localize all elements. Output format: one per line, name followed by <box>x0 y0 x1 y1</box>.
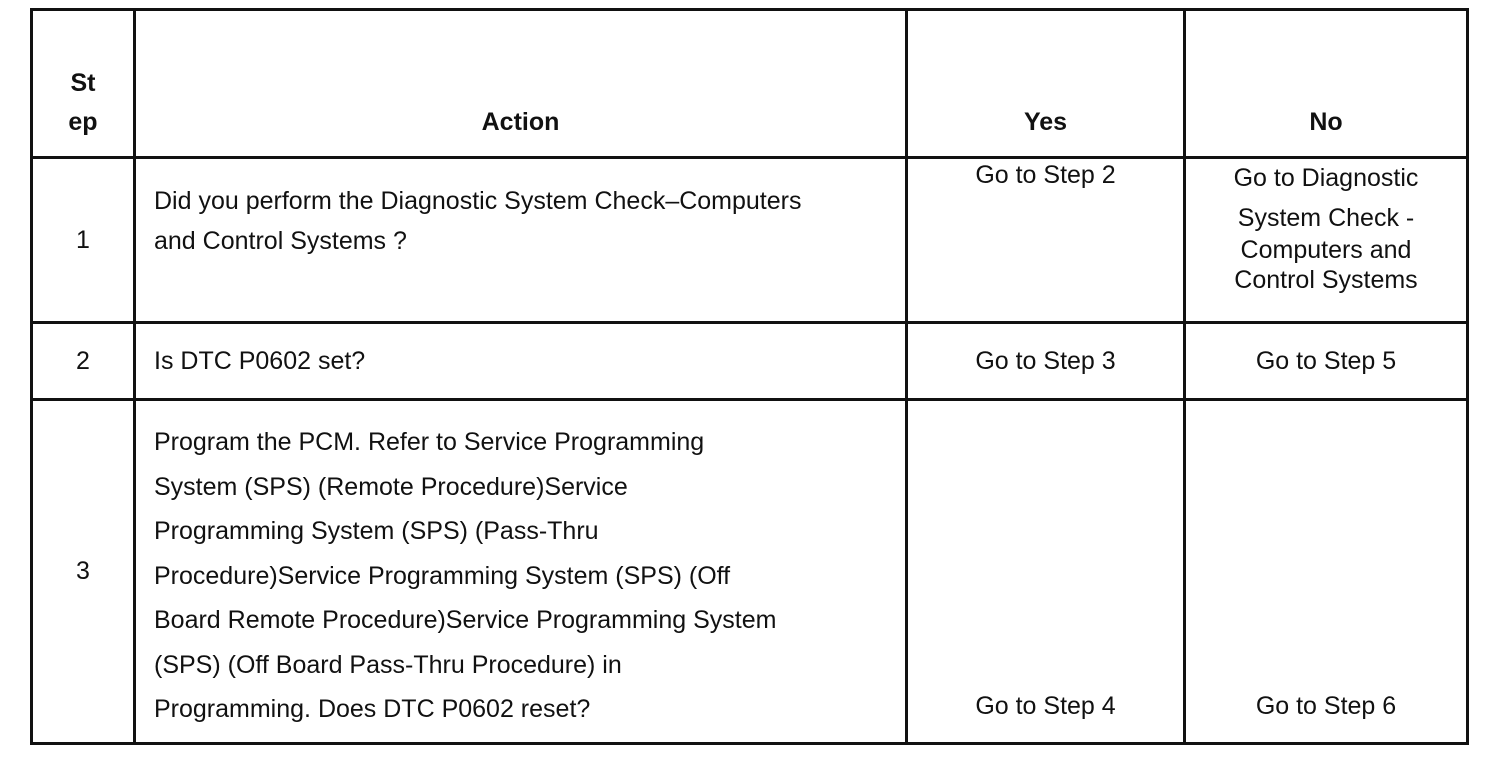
table-row <box>32 323 1468 400</box>
step-number: 1 <box>32 158 135 323</box>
header-step <box>32 10 135 158</box>
no-cell: Go to Step 5 <box>1185 323 1468 400</box>
action-line: Programming System (SPS) (Pass-Thru <box>154 517 599 545</box>
yes-cell: Go to Step 4 <box>907 400 1185 744</box>
no-line: Computers and <box>1240 236 1412 264</box>
action-line: Procedure)Service Programming System (SPS) (Off <box>154 561 731 590</box>
no-cell <box>1185 158 1468 323</box>
action-line: Board Remote Procedure)Service Programming System <box>154 606 777 634</box>
yes-cell: Go to Step 2 <box>907 158 1185 323</box>
no-line: Go to Diagnostic <box>1233 164 1419 192</box>
yes-cell: Go to Step 3 <box>907 323 1185 400</box>
action-cell <box>135 400 907 744</box>
action-line: and Control Systems ? <box>154 227 407 255</box>
table-row <box>32 158 1468 323</box>
header-step-line1: St <box>70 69 96 97</box>
action-line: Program the PCM. Refer to Service Programming <box>154 428 705 456</box>
table-header-row <box>32 10 1468 158</box>
action-cell <box>135 158 907 323</box>
action-line: Is DTC P0602 set? <box>154 347 366 375</box>
action-line: System (SPS) (Remote Procedure)Service <box>154 472 628 501</box>
action-line: Did you perform the Diagnostic System Check–Computers <box>154 187 802 215</box>
action-cell <box>135 323 907 400</box>
header-step-line2: ep <box>68 108 98 136</box>
action-line: Programming. Does DTC P0602 reset? <box>154 695 591 723</box>
step-number: 3 <box>32 400 135 744</box>
no-line: System Check - <box>1237 204 1415 232</box>
no-line: Control Systems <box>1234 266 1418 294</box>
header-action: Action <box>135 10 907 158</box>
header-yes: Yes <box>907 10 1185 158</box>
header-no: No <box>1185 10 1468 158</box>
step-number: 2 <box>32 323 135 400</box>
diagnostic-table <box>30 8 1469 745</box>
no-cell: Go to Step 6 <box>1185 400 1468 744</box>
table-row <box>32 400 1468 744</box>
action-line: (SPS) (Off Board Pass-Thru Procedure) in <box>154 650 622 679</box>
